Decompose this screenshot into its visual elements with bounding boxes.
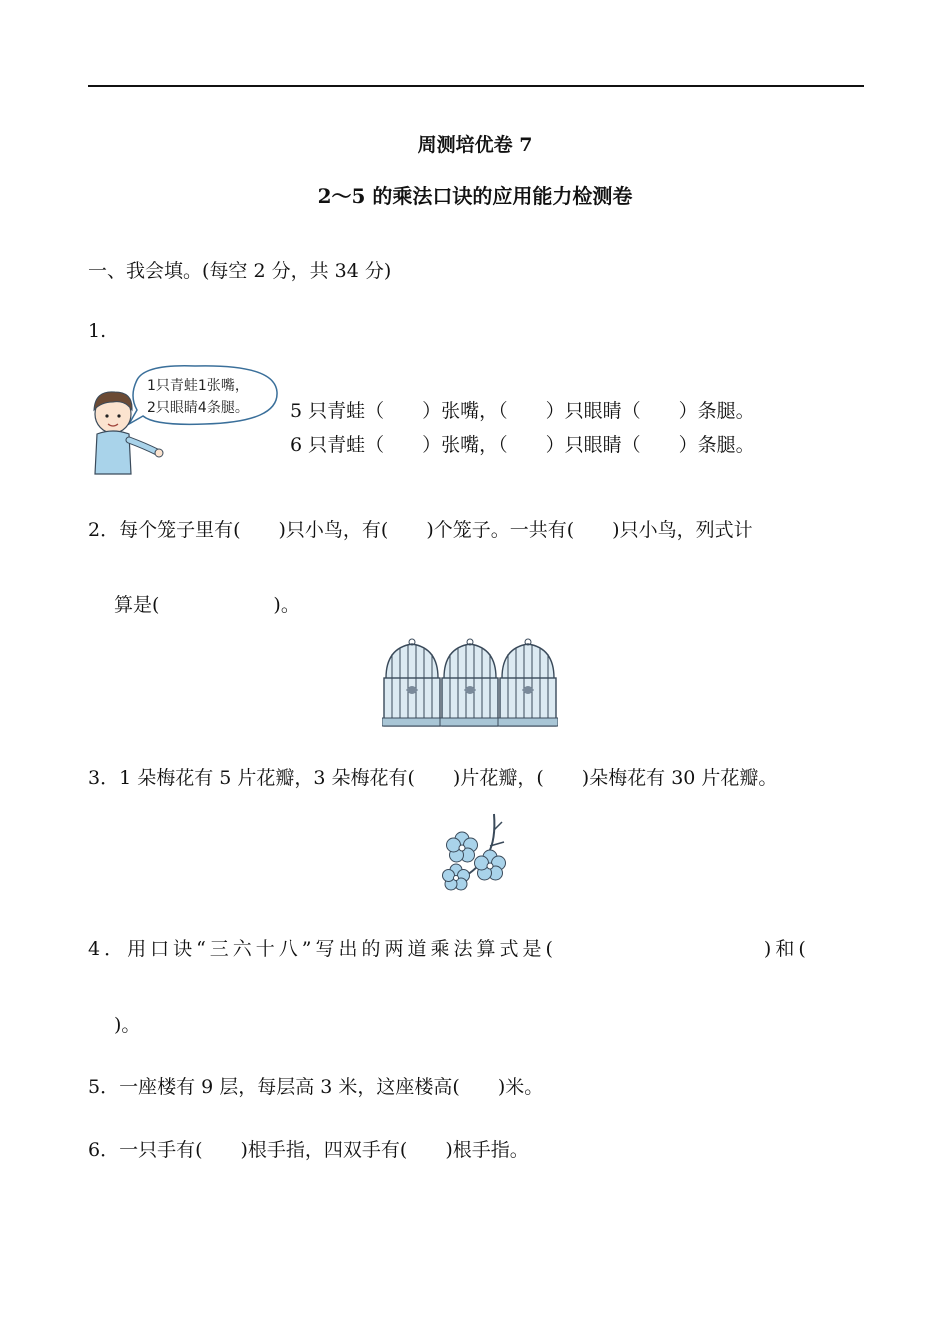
birdcage-icon xyxy=(382,639,442,726)
question-5-line-1: 5．一座楼有 9 层，每层高 3 米，这座楼高( )米。 xyxy=(88,1076,544,1098)
question-4-line-2: )。 xyxy=(114,1014,141,1036)
header-rule xyxy=(88,85,864,87)
birdcages-illustration xyxy=(382,638,558,734)
bubble-line-2: 2只眼睛4条腿。 xyxy=(147,400,249,416)
question-4-line-1: 4．用口诀“三六十八”写出的两道乘法算式是( )和( xyxy=(88,938,810,960)
question-1-line-1: 5 只青蛙（ ）张嘴，（ ）只眼睛（ ）条腿。 xyxy=(290,400,755,422)
question-2-line-2: 算是( )。 xyxy=(114,594,300,616)
question-2-line-1: 2．每个笼子里有( )只小鸟，有( )个笼子。一共有( )只小鸟，列式计 xyxy=(88,519,753,541)
plum-flower-icon xyxy=(447,832,478,862)
boy-speech-illustration xyxy=(85,362,285,482)
birdcage-icon xyxy=(498,639,558,726)
plum-flower-icon xyxy=(475,850,506,880)
question-1-number: 1. xyxy=(88,320,107,342)
page-title: 周测培优卷 7 xyxy=(417,134,533,156)
plum-flower-icon xyxy=(443,864,470,890)
section-heading: 一、我会填。(每空 2 分，共 34 分) xyxy=(88,260,392,282)
question-6-line-1: 6．一只手有( )根手指，四双手有( )根手指。 xyxy=(88,1139,529,1161)
birdcage-icon xyxy=(440,639,500,726)
question-3-line-1: 3．1 朵梅花有 5 片花瓣，3 朵梅花有( )片花瓣，( )朵梅花有 30 片花瓣。 xyxy=(88,767,778,789)
page-subtitle: 2～5 的乘法口诀的应用能力检测卷 xyxy=(317,184,633,208)
plum-blossom-illustration xyxy=(432,810,526,896)
question-1-line-2: 6 只青蛙（ ）张嘴，（ ）只眼睛（ ）条腿。 xyxy=(290,434,755,456)
bubble-line-1: 1只青蛙1张嘴， xyxy=(147,378,249,394)
